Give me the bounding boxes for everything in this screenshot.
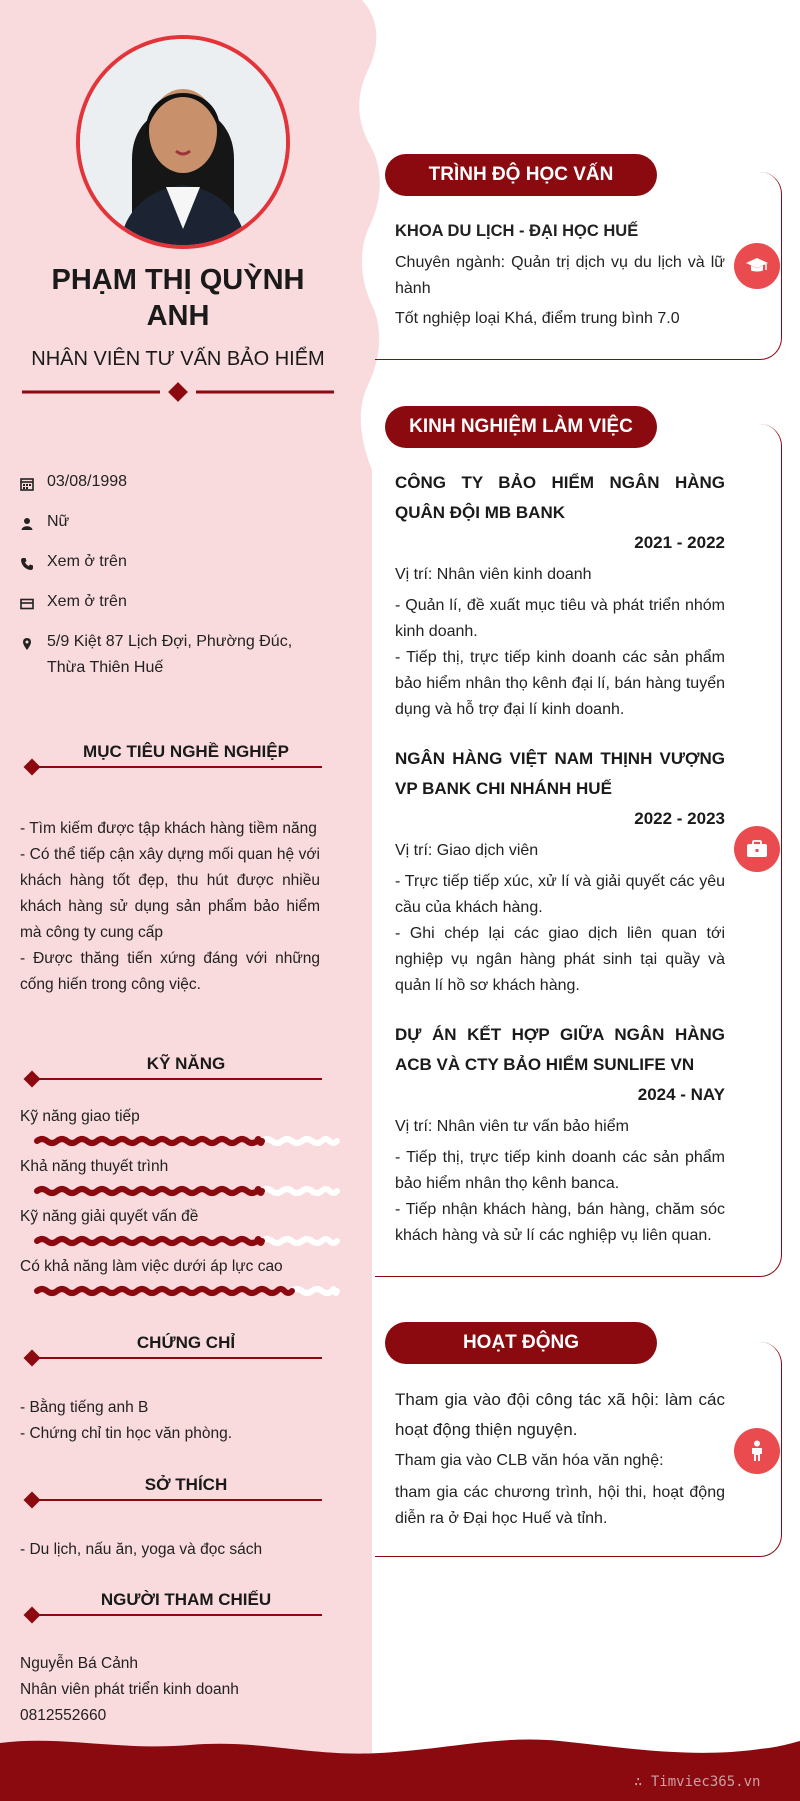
skill-label: Kỹ năng giao tiếp — [20, 1108, 140, 1125]
hobbies-heading — [20, 1475, 322, 1509]
reference-text — [20, 1651, 320, 1729]
certificate-line: - Chứng chỉ tin học văn phòng. — [20, 1425, 233, 1442]
phone-value: Xem ở trên — [47, 553, 127, 570]
job-duties — [395, 1145, 725, 1249]
certificates-heading-label: CHỨNG CHỈ — [136, 1333, 236, 1352]
skills-diamond-icon — [24, 1071, 41, 1088]
job-company: NGÂN HÀNG VIỆT NAM THỊNH VƯỢNG VP BANK CHI NHÁNH HUẾ — [395, 749, 725, 798]
job-duty: - Trực tiếp tiếp xúc, xử lí và giải quyết các yêu cầu của khách hàng. — [395, 873, 725, 916]
job-company: CÔNG TY BẢO HIỂM NGÂN HÀNG QUÂN ĐỘI MB BANK — [395, 473, 725, 522]
skill-label: Kỹ năng giải quyết vấn đề — [20, 1208, 199, 1225]
job-period: 2022 - 2023 — [634, 809, 725, 828]
objective-diamond-icon — [24, 759, 41, 776]
gender-row — [20, 509, 307, 540]
education-school: KHOA DU LỊCH - ĐẠI HỌC HUẾ — [395, 222, 639, 240]
hobbies-heading-label: SỞ THÍCH — [144, 1475, 228, 1494]
email-value: Xem ở trên — [47, 593, 127, 610]
skill-item — [20, 1158, 320, 1176]
activity-line: tham gia các chương trình, hội thi, hoạt động diễn ra ở Đại học Huế và tỉnh. — [395, 1484, 725, 1527]
job-duty: - Tiếp nhận khách hàng, bán hàng, chăm sóc khách hàng và sử lí các nghiệp vụ liên quan. — [395, 1201, 725, 1244]
footer-wave — [0, 1735, 800, 1801]
skill-bar-track — [262, 1189, 337, 1193]
phone-icon — [20, 549, 47, 580]
certificates-heading-line — [34, 1357, 322, 1359]
objective-text — [20, 816, 320, 998]
gender-value: Nữ — [47, 513, 70, 530]
profile-photo — [76, 35, 290, 249]
birthday-value: 03/08/1998 — [47, 473, 128, 490]
skill-bar-track — [262, 1239, 337, 1243]
skill-bar-fill — [37, 1139, 262, 1143]
hobbies-text — [20, 1537, 320, 1563]
address-row — [20, 629, 307, 681]
activities-heading: HOẠT ĐỘNG — [385, 1322, 657, 1364]
job-duty: - Ghi chép lại các giao dịch liên quan tới nghiệp vụ ngân hàng phát sinh tại quầy và quản lí hồ sơ khách hàng. — [395, 925, 725, 994]
education-major: Chuyên ngành: Quản trị dịch vụ du lịch và lữ hành — [395, 254, 725, 297]
skills-heading-line — [34, 1078, 322, 1080]
activity-line: Tham gia vào đội công tác xã hội: làm các hoạt động thiện nguyện. — [395, 1390, 725, 1439]
skill-bar-track — [292, 1289, 337, 1293]
objective-line: - Có thể tiếp cận xây dựng mối quan hệ với khách hàng tốt đẹp, thu hút được nhiều khách hàng sử dụng sản phẩm bảo hiểm mà công ty cung cấp — [20, 846, 320, 941]
job-company: DỰ ÁN KẾT HỢP GIỮA NGÂN HÀNG ACB VÀ CTY BẢO HIỂM SUNLIFE VN — [395, 1025, 725, 1074]
reference-diamond-icon — [24, 1607, 41, 1624]
reference-role: Nhân viên phát triển kinh doanh — [20, 1681, 239, 1698]
phone-row — [20, 549, 307, 580]
objective-line: - Tìm kiếm được tập khách hàng tiềm năng — [20, 820, 317, 837]
job-duty: - Tiếp thị, trực tiếp kinh doanh các sản phẩm bảo hiểm nhân thọ kênh đại lí, bán hàng tuyển dụng và hỗ trợ đại lí kinh doanh. — [395, 649, 725, 718]
hobby-line: - Du lịch, nấu ăn, yoga và đọc sách — [20, 1541, 263, 1558]
education-grade: Tốt nghiệp loại Khá, điểm trung bình 7.0 — [395, 310, 680, 327]
reference-heading-line — [34, 1614, 322, 1616]
skill-bar-fill — [37, 1239, 262, 1243]
birthday-row — [20, 469, 307, 500]
skill-item — [20, 1208, 320, 1226]
candidate-title: NHÂN VIÊN TƯ VẤN BẢO HIỂM — [31, 348, 325, 370]
reference-heading — [20, 1590, 322, 1624]
job-position: Vị trí: Nhân viên tư vấn bảo hiểm — [395, 1118, 629, 1135]
objective-heading — [20, 742, 322, 776]
job-duty: - Tiếp thị, trực tiếp kinh doanh các sản phẩm bảo hiểm nhân thọ kênh banca. — [395, 1149, 725, 1192]
watermark: ∴ Timviec365.vn — [634, 1774, 761, 1790]
person-standing-icon — [734, 1428, 780, 1474]
skill-bar-fill — [37, 1189, 262, 1193]
skill-bar-track — [262, 1139, 337, 1143]
certificates-heading — [20, 1333, 322, 1367]
reference-heading-label: NGƯỜI THAM CHIẾU — [100, 1590, 272, 1609]
job-position: Vị trí: Giao dịch viên — [395, 842, 539, 859]
objective-line: - Được thăng tiến xứng đáng với những cống hiến trong công việc. — [20, 950, 320, 993]
skill-label: Khả năng thuyết trình — [20, 1158, 169, 1175]
skill-item — [20, 1258, 320, 1276]
certificate-line: - Bằng tiếng anh B — [20, 1399, 149, 1416]
address-value: 5/9 Kiệt 87 Lịch Đợi, Phường Đúc, Thừa Thiên Huế — [47, 633, 293, 676]
job-duty: - Quản lí, đề xuất mục tiêu và phát triển nhóm kinh doanh. — [395, 597, 725, 640]
job-duties — [395, 869, 725, 999]
reference-name: Nguyễn Bá Cảnh — [20, 1655, 139, 1672]
envelope-icon — [20, 589, 47, 620]
map-pin-icon — [20, 629, 47, 660]
reference-phone: 0812552660 — [20, 1707, 107, 1724]
activity-line: Tham gia vào CLB văn hóa văn nghệ: — [395, 1452, 664, 1469]
person-icon — [20, 509, 47, 540]
skills-heading — [20, 1054, 322, 1088]
objective-heading-label: MỤC TIÊU NGHỀ NGHIỆP — [83, 742, 289, 761]
certificates-text — [20, 1395, 320, 1447]
education-heading: TRÌNH ĐỘ HỌC VẤN — [385, 154, 657, 196]
name-divider — [22, 382, 334, 402]
skill-label: Có khả năng làm việc dưới áp lực cao — [20, 1258, 283, 1275]
job-period: 2024 - NAY — [637, 1085, 725, 1104]
skills-heading-label: KỸ NĂNG — [146, 1054, 226, 1073]
email-row — [20, 589, 307, 620]
skill-bar-fill — [37, 1289, 292, 1293]
skill-level-bar — [32, 1284, 342, 1298]
calendar-icon — [20, 469, 47, 500]
skill-level-bar — [32, 1234, 342, 1248]
hobbies-diamond-icon — [24, 1492, 41, 1509]
briefcase-icon — [734, 826, 780, 872]
job-period: 2021 - 2022 — [634, 533, 725, 552]
skill-item — [20, 1108, 320, 1126]
candidate-name: PHẠM THỊ QUỲNH ANH — [51, 264, 305, 332]
job-duties — [395, 593, 725, 723]
skill-level-bar — [32, 1184, 342, 1198]
graduation-cap-icon — [734, 243, 780, 289]
skill-level-bar — [32, 1134, 342, 1148]
objective-heading-line — [34, 766, 322, 768]
experience-heading: KINH NGHIỆM LÀM VIỆC — [385, 406, 657, 448]
job-position: Vị trí: Nhân viên kinh doanh — [395, 566, 592, 583]
certificates-diamond-icon — [24, 1350, 41, 1367]
hobbies-heading-line — [34, 1499, 322, 1501]
